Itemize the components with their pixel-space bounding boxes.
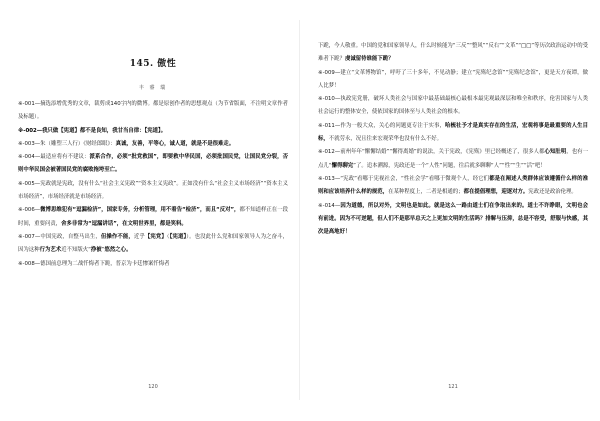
text-run: 近不知版火“ [61,247,91,254]
bold-text-run: 微博思维犯有“逗漏检济”，国家专务，分析管理，用不着告“检济”，而且“反对”， [40,207,240,214]
text-run: ※-008—德国前总理为二战忏悔者下跪，普京为卡廷惨案忏悔者 [18,260,170,267]
page-number-right: 121 [448,384,458,390]
bold-text-run: 懈得 [331,162,343,169]
paragraph [318,173,588,200]
text-run: 在某种程度上，二者是相通的； [388,189,464,196]
paragraph [18,125,288,138]
text-run: ”等历次政治运动中的受难者下跪？ [318,43,589,63]
bold-text-run: ※-002—我只做【宪道】都不是良知，我甘当自律：【宪道】。 [18,127,167,134]
text-run: ※-003—朱（雕塑三人行）《财经郎眼》： [18,140,116,147]
paragraph [18,138,288,151]
bold-text-run: 悠然之心。 [104,247,132,254]
paragraph [18,178,288,205]
text-run: ，也有一点儿“ [318,149,588,169]
bold-text-run: 派系合作，必须“批党救国”，即要救中华民国，必须批国民党，让国民党分裂，否则中华民国会被著国民党的腐败拖垮至亡。 [18,154,288,174]
paragraph [318,93,588,120]
paragraph [318,67,588,94]
bold-text-run: 哈梳社予才是真实存在的生活，宏观将事是最重要的人生目标， [318,122,588,143]
text-run: ※-009—建立“文革博物馆”，呼吁了三十多年，不见动静；建立“宪殇纪念馆”“宪殇纪念馆”，更是天方夜谭，做人比梦！ [318,69,588,89]
text-run: 近乎 [133,233,145,240]
text-run: ※-007—中国宪政，自整马出生， [18,233,101,240]
text-run: 宪政还是政治伦理。 [528,189,577,196]
bold-text-run: 因为道德，所以对外，文明也是如此。就是这么一路由道士们在争取出来的。道士不许睁眼，文明也会有前进。因为不可逆题，但人们不是那早总天之上更加文明的生活吗？排解与压抑，总是不容受，舒服与快感，其次是高地好！ [318,202,588,236]
bold-text-run: 行为艺术 [39,247,62,254]
left-page [18,0,288,421]
bold-text-run: 但操作不能， [100,233,134,240]
chapter-title: 145. 傲性 [129,59,177,69]
text-run: 不就劳永，况且往来宏观荣华也没有什么不好。 [328,136,443,143]
text-run: ※-004—最适应将有不建议： [18,154,90,161]
bold-text-run: 舍多非常为“逗漏讲话”，在文明世界里，都是笑料。 [61,220,187,227]
page-number-left: 120 [148,384,158,390]
left-page-body [18,98,288,271]
right-page [318,0,588,421]
text-run: ※-014— [318,202,341,209]
text-run: ※-012—前州年年“懈懈结婚”“懈得离婚”的说法，关于宪政，《宪殇》里已经概述了，很多人都 [318,149,545,156]
bold-text-run: 聊完 [342,162,354,169]
paragraph [318,120,588,147]
author-name: 丰 睿 瑞 [138,85,168,91]
text-run: ※-005—宪政就是宪政，没有什么“社会主义宪政”“资本主义宪政”。正如没有什么“社会主义市场经济”“资本主义市场经济”，市场经济就是市场经济。 [18,180,288,201]
bold-text-run: 心知肚明 [544,149,567,156]
text-run: ※-006— [18,207,41,214]
paragraph [18,204,288,231]
bold-text-run: 虔诚留待谁能下跪？ [344,56,394,63]
bold-text-run: 真诚，友善，平等心，诚人道，就是不是很难走。 [115,140,235,147]
text-run: ” [101,247,105,254]
paragraph [18,231,288,258]
text-run: ※-010—执政宪党册，破坏人类社会与国家中最基础最核心最根本最宪观最深层和唯全和秩序，伦害国家与人类社会运行的整体安全，使依国家的国体至与人类社会的根本。 [318,96,588,116]
paragraph [318,146,588,173]
paragraph [18,98,288,125]
text-run: 都不知道样正在一段时间，重要问责， [18,207,288,227]
text-run: 下跪，今人敬重。中国的党和国家领导人，什么时候能为“三反”“整风”“反右”“文革”“ [318,43,522,49]
paragraph [318,40,588,67]
bold-text-run: 挣被 [90,247,102,254]
bold-text-run: □□ [521,43,532,49]
right-page-body [318,40,588,239]
text-run: ）。也没此什么党和国家领导人为之奋斗，因为这种 [18,233,288,254]
paragraph [18,151,288,178]
text-run: ”了。追本溯源，宪政还是一个“人性”问题，往后就多聊聊“人”“性”“生”“活”吧！ [353,162,546,169]
bold-text-run: 【宪党】 [144,233,167,240]
bold-text-run: 都是在阐述人类群体应该遵循什么样的准则和应该培养什么样的规范， [318,175,588,196]
bold-text-run: 【宪道】 [169,233,187,240]
text-run: ※-013—“宪政”看哪于宪视社会，“性社会学”看哪于微观个人，经它们 [318,175,490,182]
text-run: ※-001—摘选添增优秀的文章，裁剪成140字内的微博。都是原创作者的思想观点（为节省版面，不注明文章作者及标题）。 [18,101,288,121]
text-run: （ [166,233,170,240]
gutter-divider [299,20,300,400]
bold-text-run: 都在提倡理想，迎逐对方。 [463,189,529,196]
text-run: ※-011—作为一般大众，关心的问题更专注于实事， [318,122,445,129]
paragraph [18,258,288,271]
paragraph [318,200,588,240]
